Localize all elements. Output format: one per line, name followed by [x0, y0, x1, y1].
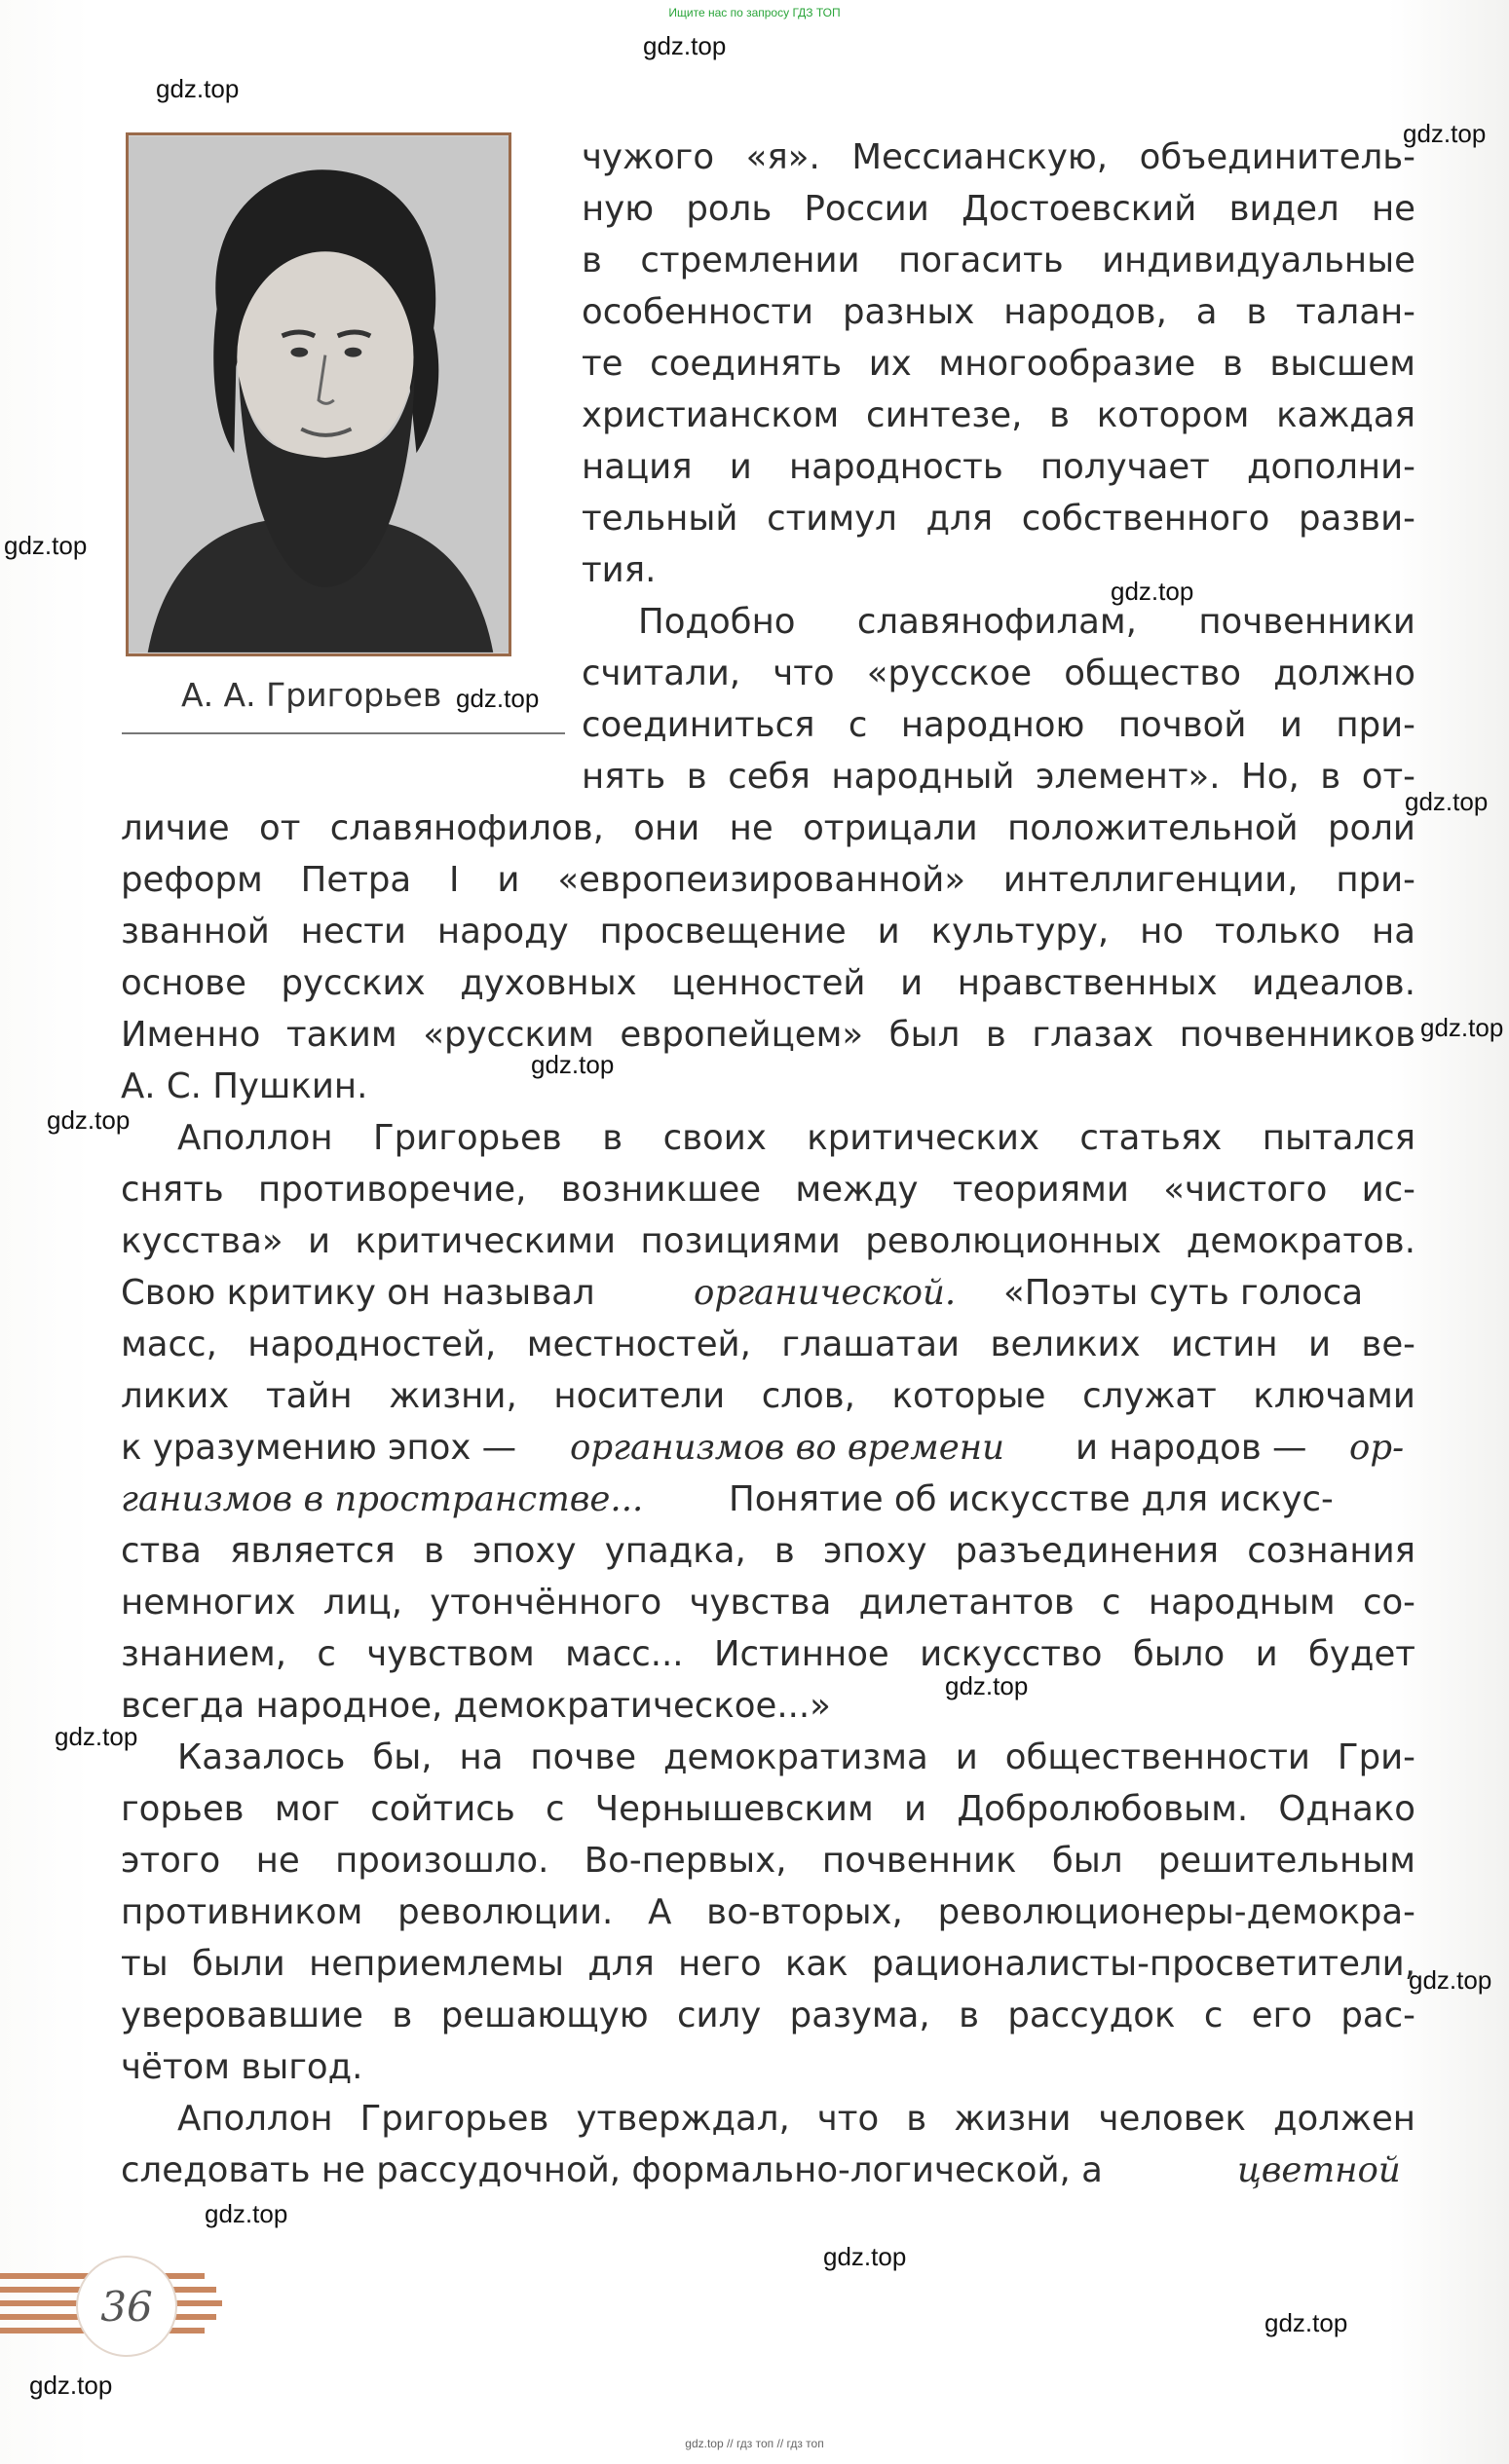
portrait-image: [126, 132, 511, 656]
text-line: личие от славянофилов, они не отрицали положительной роли: [121, 808, 1415, 848]
text-line: следовать не рассудочной, формально-логической, а: [121, 2150, 1103, 2190]
text-line: христианском синтезе, в котором каждая: [582, 395, 1415, 435]
text-line: и народов —: [1075, 1428, 1307, 1468]
text-line: противником революции. А во-вторых, революционеры-демокра-: [121, 1892, 1415, 1932]
text-line: считали, что «русское общество должно: [582, 653, 1415, 693]
italic-term: [1349, 1423, 1404, 1474]
watermark[interactable]: gdz.top: [456, 684, 540, 713]
watermark[interactable]: gdz.top: [1264, 2308, 1348, 2337]
text-line: чётом выгод.: [121, 2047, 363, 2087]
portrait-drawing: [129, 135, 509, 653]
text-line: чужого «я». Мессианскую, объединитель-: [582, 137, 1415, 177]
italic-text: ор-: [1349, 1428, 1405, 1468]
text-line: нять в себя народный элемент». Но, в от-: [582, 757, 1415, 797]
italic-term: [121, 1475, 643, 1525]
watermark[interactable]: gdz.top: [205, 2199, 288, 2228]
text-line: всегда народное, демократическое...»: [121, 1686, 831, 1726]
watermark[interactable]: gdz.top: [55, 1722, 138, 1751]
text-line: снять противоречие, возникшее между теориями «чистого ис-: [121, 1170, 1415, 1210]
text-line: особенности разных народов, а в талан-: [582, 292, 1415, 332]
bottom-banner[interactable]: gdz.top // гдз топ // гдз топ: [685, 2437, 824, 2450]
text-line: основе русских духовных ценностей и нравственных идеалов.: [121, 963, 1415, 1003]
text-line: тельный стимул для собственного разви-: [582, 499, 1415, 539]
italic-text: цветной: [1237, 2150, 1401, 2190]
watermark[interactable]: gdz.top: [1409, 1965, 1492, 1995]
italic-term: [570, 1423, 1004, 1474]
text-line: «Поэты суть голоса: [1003, 1273, 1364, 1313]
text-line: горьев мог сойтись с Чернышевским и Добролюбовым. Однако: [121, 1789, 1415, 1829]
text-line: Именно таким «русским европейцем» был в глазах почвенников: [121, 1015, 1415, 1055]
watermark[interactable]: gdz.top: [1420, 1013, 1504, 1042]
text-line: те соединять их многообразие в высшем: [582, 344, 1415, 384]
text-line: кусства» и критическими позициями революционных демократов.: [121, 1221, 1415, 1261]
text-line: А. С. Пушкин.: [121, 1066, 368, 1106]
italic-term: [1237, 2146, 1401, 2196]
text-line: нация и народность получает дополни-: [582, 447, 1415, 487]
watermark[interactable]: gdz.top: [531, 1050, 615, 1079]
italic-text: органической.: [694, 1273, 957, 1313]
top-banner[interactable]: Ищите нас по запросу ГДЗ ТОП: [668, 6, 841, 19]
text-line: Аполлон Григорьев в своих критических статьях пытался: [177, 1118, 1415, 1158]
watermark[interactable]: gdz.top: [1405, 787, 1489, 816]
text-line: ства является в эпоху упадка, в эпоху разъединения сознания: [121, 1531, 1415, 1571]
text-line: немногих лиц, утончённого чувства дилетантов с народным со-: [121, 1583, 1415, 1623]
portrait-caption: А. А. Григорьев: [181, 676, 442, 714]
watermark[interactable]: gdz.top: [156, 74, 240, 103]
text-line: Подобно славянофилам, почвенники: [638, 602, 1415, 642]
italic-text: организмов во времени: [570, 1428, 1004, 1468]
text-line: Свою критику он называл: [121, 1273, 595, 1313]
italic-term: [694, 1268, 956, 1319]
text-line: соединиться с народною почвой и при-: [582, 705, 1415, 745]
text-line: в стремлении погасить индивидуальные: [582, 241, 1415, 280]
text-line: реформ Петра I и «европеизированной» интеллигенции, при-: [121, 860, 1415, 900]
page-number: 36: [100, 2282, 153, 2331]
text-line: званной нести народу просвещение и культуру, но только на: [121, 912, 1415, 952]
watermark[interactable]: gdz.top: [4, 531, 88, 560]
page-number-badge: [76, 2256, 177, 2357]
italic-text: ганизмов в пространстве...: [121, 1479, 644, 1519]
text-line: ликих тайн жизни, носители слов, которые служат ключами: [121, 1376, 1415, 1416]
watermark[interactable]: gdz.top: [945, 1671, 1029, 1700]
watermark[interactable]: gdz.top: [29, 2371, 113, 2400]
text-line: ты были неприемлемы для него как рационалисты-просветители,: [121, 1944, 1415, 1984]
watermark[interactable]: gdz.top: [1111, 577, 1194, 606]
watermark[interactable]: gdz.top: [823, 2242, 907, 2271]
text-line: ную роль России Достоевский видел не: [582, 189, 1415, 229]
text-line: знанием, с чувством масс... Истинное искусство было и будет: [121, 1634, 1415, 1674]
watermark[interactable]: gdz.top: [47, 1105, 131, 1135]
text-line: уверовавшие в решающую силу разума, в рассудок с его рас-: [121, 1996, 1415, 2035]
watermark[interactable]: gdz.top: [643, 31, 727, 60]
text-line: Казалось бы, на почве демократизма и общественности Гри-: [177, 1737, 1415, 1777]
text-line: тия.: [582, 550, 657, 590]
caption-divider: [122, 732, 565, 734]
text-line: этого не произошло. Во-первых, почвенник был решительным: [121, 1841, 1415, 1881]
text-line: к уразумению эпох —: [121, 1428, 517, 1468]
text-line: масс, народностей, местностей, глашатаи великих истин и ве-: [121, 1325, 1415, 1364]
text-line: Понятие об искусстве для искус-: [729, 1479, 1334, 1519]
watermark[interactable]: gdz.top: [1403, 119, 1487, 148]
text-line: Аполлон Григорьев утверждал, что в жизни человек должен: [177, 2099, 1415, 2139]
